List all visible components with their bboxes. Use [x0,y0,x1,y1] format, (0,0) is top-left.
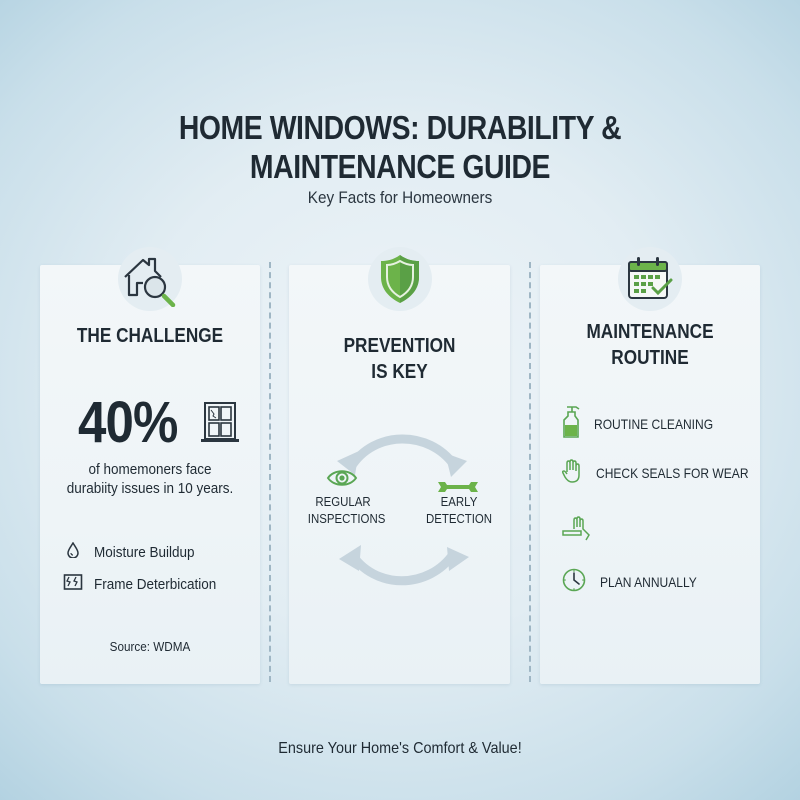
window-icon [200,401,240,450]
eye-icon [326,468,358,493]
hand-wipe-icon [562,515,592,544]
routine-label: ROUTINE CLEANING [594,415,714,432]
stat-value: 40% [78,390,178,455]
challenge-card [40,265,260,684]
routine-label: PLAN ANNUALLY [600,573,697,590]
shield-icon [368,247,432,311]
maintenance-card [540,265,760,684]
source-citation: Source: WDMA [109,639,191,654]
column-divider [269,262,271,682]
issue-item [66,542,206,562]
issue-item [63,573,230,595]
routine-item [562,458,773,487]
routine-item [562,405,732,442]
column-divider [529,262,531,682]
page-title [56,108,744,186]
clock-icon [562,568,586,595]
routine-item [562,515,606,544]
maintenance-heading: MAINTENANCE ROUTINE [586,321,714,369]
spray-bottle-icon [562,405,580,442]
water-drop-icon [66,542,80,562]
issue-label: Frame Deterbication [94,575,217,593]
cycle-step: REGULAR INSPECTIONS [307,494,386,526]
cycle-step: EARLY DETECTION [425,494,493,526]
issue-label: Moisture Buildup [94,543,195,561]
routine-label: CHECK SEALS FOR WEAR [596,464,749,481]
title-line-2: MAINTENANCE GUIDE [249,148,551,185]
prevention-card [289,265,510,684]
routine-item [562,568,713,595]
cracked-frame-icon [63,573,83,595]
footer-tagline: Ensure Your Home's Comfort & Value! [278,740,522,757]
page-subtitle: Key Facts for Homeowners [307,188,493,207]
title-line-1: HOME WINDOWS: DURABILITY & [178,109,622,146]
calendar-check-icon [618,247,682,311]
prevention-heading: PREVENTION IS KEY [343,335,456,383]
challenge-heading: THE CHALLENGE [76,325,224,347]
hand-icon [562,458,582,487]
house-magnifier-icon [118,247,182,311]
stat-description: of homemoners face durabiity issues in 10 years. [66,461,234,497]
